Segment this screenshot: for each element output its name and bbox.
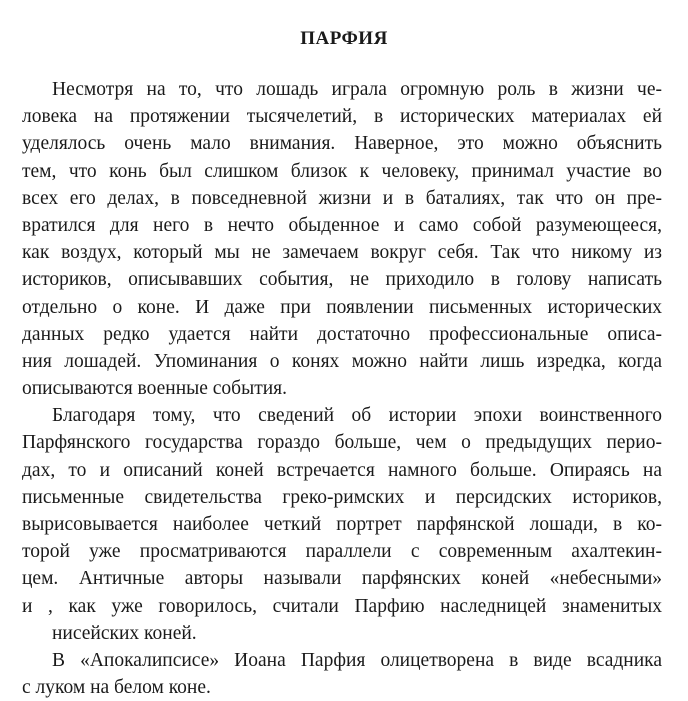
- text-line: В «Апокалипсисе» Иоана Парфия олицетворена в виде всадника: [52, 649, 662, 671]
- text-line: вырисовывается наиболее четкий портрет парфянской лошади, в ко-: [22, 514, 662, 535]
- text-line: ния лошадей. Упоминания о конях можно найти лишь изредка, когда: [22, 350, 662, 372]
- text-line: Несмотря на то, что лошадь играла огромную роль в жизни че-: [52, 79, 662, 100]
- text-line: вратился для него в нечто обыденное и само собой разумеющееся,: [22, 214, 662, 236]
- text-line: и , как уже говорилось, считали Парфию наследницей знаменитых: [22, 595, 662, 617]
- text-line: всех его делах, в повседневной жизни и в баталиях, так что он пре-: [22, 187, 662, 209]
- text-line: цем. Античные авторы называли парфянских коней «небесными»: [22, 568, 662, 590]
- text-line: торой уже просматриваются параллели с современным ахалтекин-: [22, 541, 662, 563]
- text-line: ловека на протяжении тысячелетий, в исторических материалах ей: [22, 106, 662, 128]
- text-line: дах, то и описаний коней встречается намного больше. Опираясь на: [22, 459, 662, 481]
- page-title: ПАРФИЯ: [300, 28, 388, 49]
- text-line: данных редко удается найти достаточно профессиональные описа-: [22, 323, 662, 345]
- text-line: Парфянского государства гораздо больше, чем о предыдущих перио-: [22, 432, 662, 454]
- text-line: историков, описывавших события, не приходило в голову написать: [22, 269, 662, 291]
- text-line: отдельно о коне. И даже при появлении письменных исторических: [22, 296, 662, 318]
- text-line: Благодаря тому, что сведений об истории эпохи воинственного: [52, 405, 662, 427]
- text-line: как воздух, который мы не замечаем вокруг себя. Так что никому из: [22, 242, 662, 264]
- text-line: нисейских коней.: [52, 622, 197, 644]
- text-line: описываются военные события.: [22, 378, 288, 400]
- text-line: письменные свидетельства греко-римских и персидских историков,: [22, 486, 662, 508]
- text-line: уделялось очень мало внимания. Наверное, это можно объяснить: [22, 133, 662, 155]
- text-line: с луком на белом коне.: [22, 677, 211, 699]
- body-text: [22, 76, 662, 701]
- text-line: тем, что конь был слишком близок к человеку, принимал участие во: [22, 160, 662, 182]
